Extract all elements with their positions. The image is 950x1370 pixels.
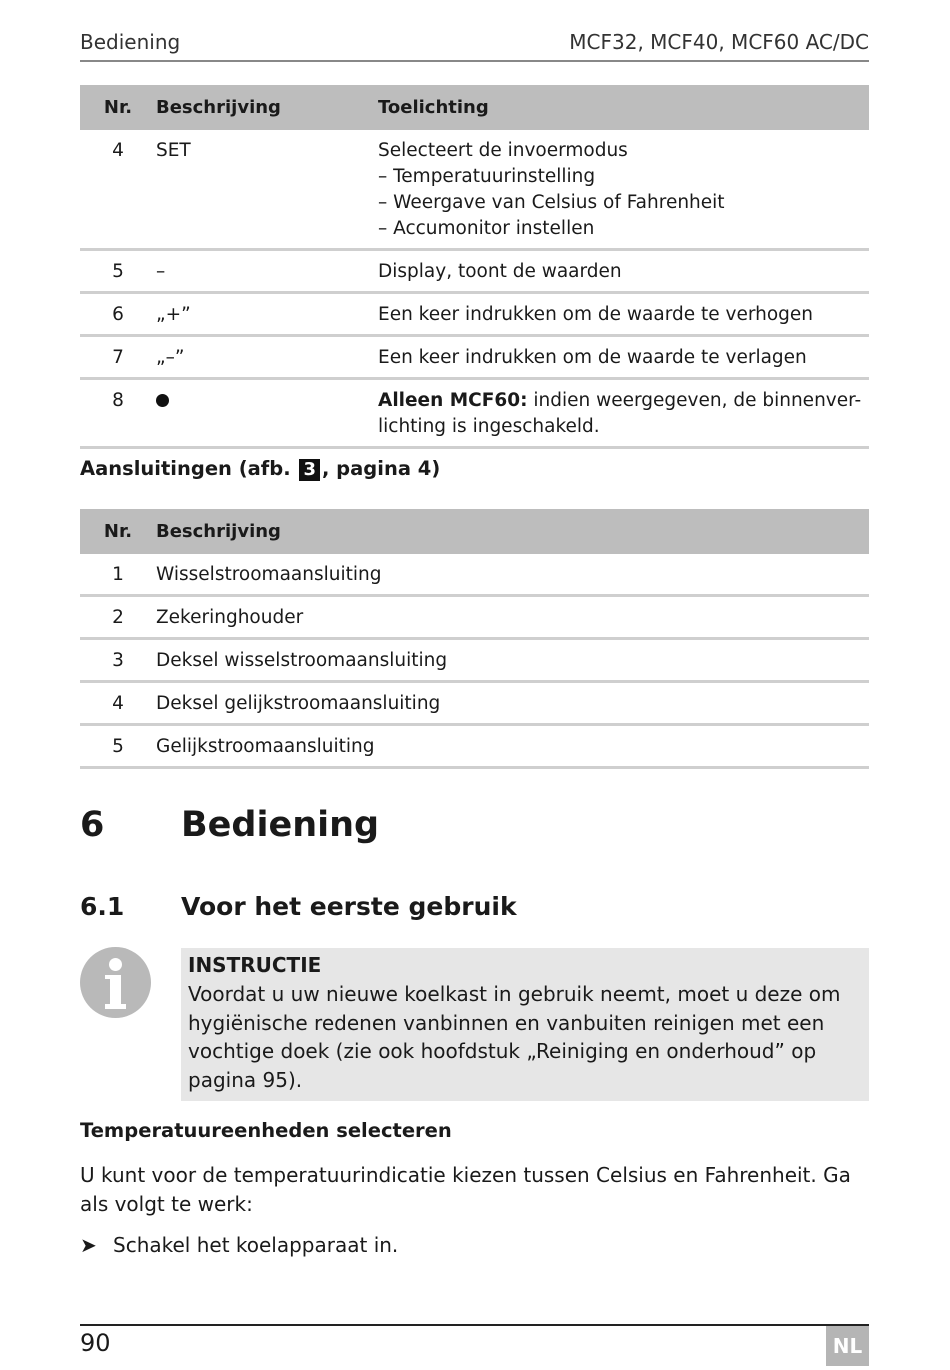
table-header-row xyxy=(80,85,869,130)
row-nr: 4 xyxy=(112,140,124,161)
subsection-number: 6.1 xyxy=(80,892,125,921)
temp-units-heading: Temperatuureenheden selecteren xyxy=(80,1119,452,1142)
row-explanation: Display, toont de waarden xyxy=(378,261,622,282)
col-header-description: Beschrijving xyxy=(156,509,869,554)
connections-table xyxy=(80,509,869,769)
row-nr: 5 xyxy=(112,261,124,282)
filled-dot-icon xyxy=(156,394,169,407)
explanation-line: Selecteert de invoermodus xyxy=(378,140,628,161)
running-header-models: MCF32, MCF40, MCF60 AC/DC xyxy=(569,30,869,54)
controls-table xyxy=(80,85,869,449)
row-description: Zekeringhouder xyxy=(156,607,304,628)
explanation-bold-prefix: Alleen MCF60: xyxy=(378,390,528,411)
figure-number-badge: 3 xyxy=(299,459,320,481)
row-description: „–” xyxy=(156,347,185,368)
table-row xyxy=(80,130,869,250)
row-nr: 3 xyxy=(112,650,124,671)
page-number: 90 xyxy=(80,1329,111,1357)
row-description: Deksel wisselstroomaansluiting xyxy=(156,650,448,671)
explanation-line: – Accumonitor instellen xyxy=(378,218,595,239)
row-description: SET xyxy=(156,140,191,161)
row-description: Gelijkstroomaansluiting xyxy=(156,736,375,757)
table-row xyxy=(80,554,869,596)
running-header-section: Bediening xyxy=(80,30,181,54)
connections-heading-text: Aansluitingen (afb. xyxy=(80,457,291,480)
table-row xyxy=(80,336,869,379)
section-number: 6 xyxy=(80,805,105,845)
instruction-note xyxy=(181,948,869,1101)
note-title: INSTRUCTIE xyxy=(188,953,322,977)
step-arrow-icon: ➤ xyxy=(80,1233,97,1257)
explanation-line: – Temperatuurinstelling xyxy=(378,166,596,187)
col-header-description: Beschrijving xyxy=(156,85,378,130)
row-explanation: Een keer indrukken om de waarde te verlagen xyxy=(378,347,807,368)
info-icon xyxy=(80,947,151,1018)
table-row xyxy=(80,379,869,448)
col-header-explanation: Toelichting xyxy=(378,85,869,130)
row-nr: 2 xyxy=(112,607,124,628)
row-description: Deksel gelijkstroomaansluiting xyxy=(156,693,441,714)
note-body: Voordat u uw nieuwe koelkast in gebruik neemt, moet u deze om hygiënische redenen vanbinnen en vanbuiten reinigen met een vochtige doek (zie ook hoofdstuk „Reiniging en onderhoud” op pagina 95). xyxy=(188,982,841,1092)
table-row xyxy=(80,250,869,293)
subsection-title: Voor het eerste gebruik xyxy=(181,892,517,921)
language-badge: NL xyxy=(826,1326,869,1366)
footer-divider xyxy=(80,1324,869,1326)
row-description: – xyxy=(156,261,166,282)
table-row xyxy=(80,682,869,725)
col-header-nr: Nr. xyxy=(80,509,156,554)
row-description: „+” xyxy=(156,304,191,325)
header-divider xyxy=(80,60,869,62)
table-row xyxy=(80,639,869,682)
connections-heading xyxy=(80,457,440,481)
row-explanation xyxy=(378,380,869,446)
temp-units-intro: U kunt voor de temperatuurindicatie kiezen tussen Celsius en Fahrenheit. Ga als volgt te werk: xyxy=(80,1163,851,1216)
explanation-line: – Weergave van Celsius of Fahrenheit xyxy=(378,192,725,213)
row-explanation: Een keer indrukken om de waarde te verhogen xyxy=(378,304,814,325)
row-description: Wisselstroomaansluiting xyxy=(156,564,382,585)
table-row xyxy=(80,293,869,336)
explanation-text-continued: lichting is ingeschakeld. xyxy=(378,416,600,437)
row-nr: 4 xyxy=(112,693,124,714)
table-row xyxy=(80,725,869,768)
table-header-row xyxy=(80,509,869,554)
row-nr: 7 xyxy=(112,347,124,368)
row-nr: 1 xyxy=(112,564,124,585)
row-nr: 8 xyxy=(112,390,124,411)
explanation-text: indien weergegeven, de binnenver- xyxy=(527,390,862,411)
connections-heading-suffix: , pagina 4) xyxy=(321,457,441,480)
row-nr: 5 xyxy=(112,736,124,757)
section-title: Bediening xyxy=(181,805,380,845)
row-explanation xyxy=(378,130,869,248)
row-nr: 6 xyxy=(112,304,124,325)
table-row xyxy=(80,596,869,639)
col-header-nr: Nr. xyxy=(80,85,156,130)
step-text: Schakel het koelapparaat in. xyxy=(113,1233,399,1257)
